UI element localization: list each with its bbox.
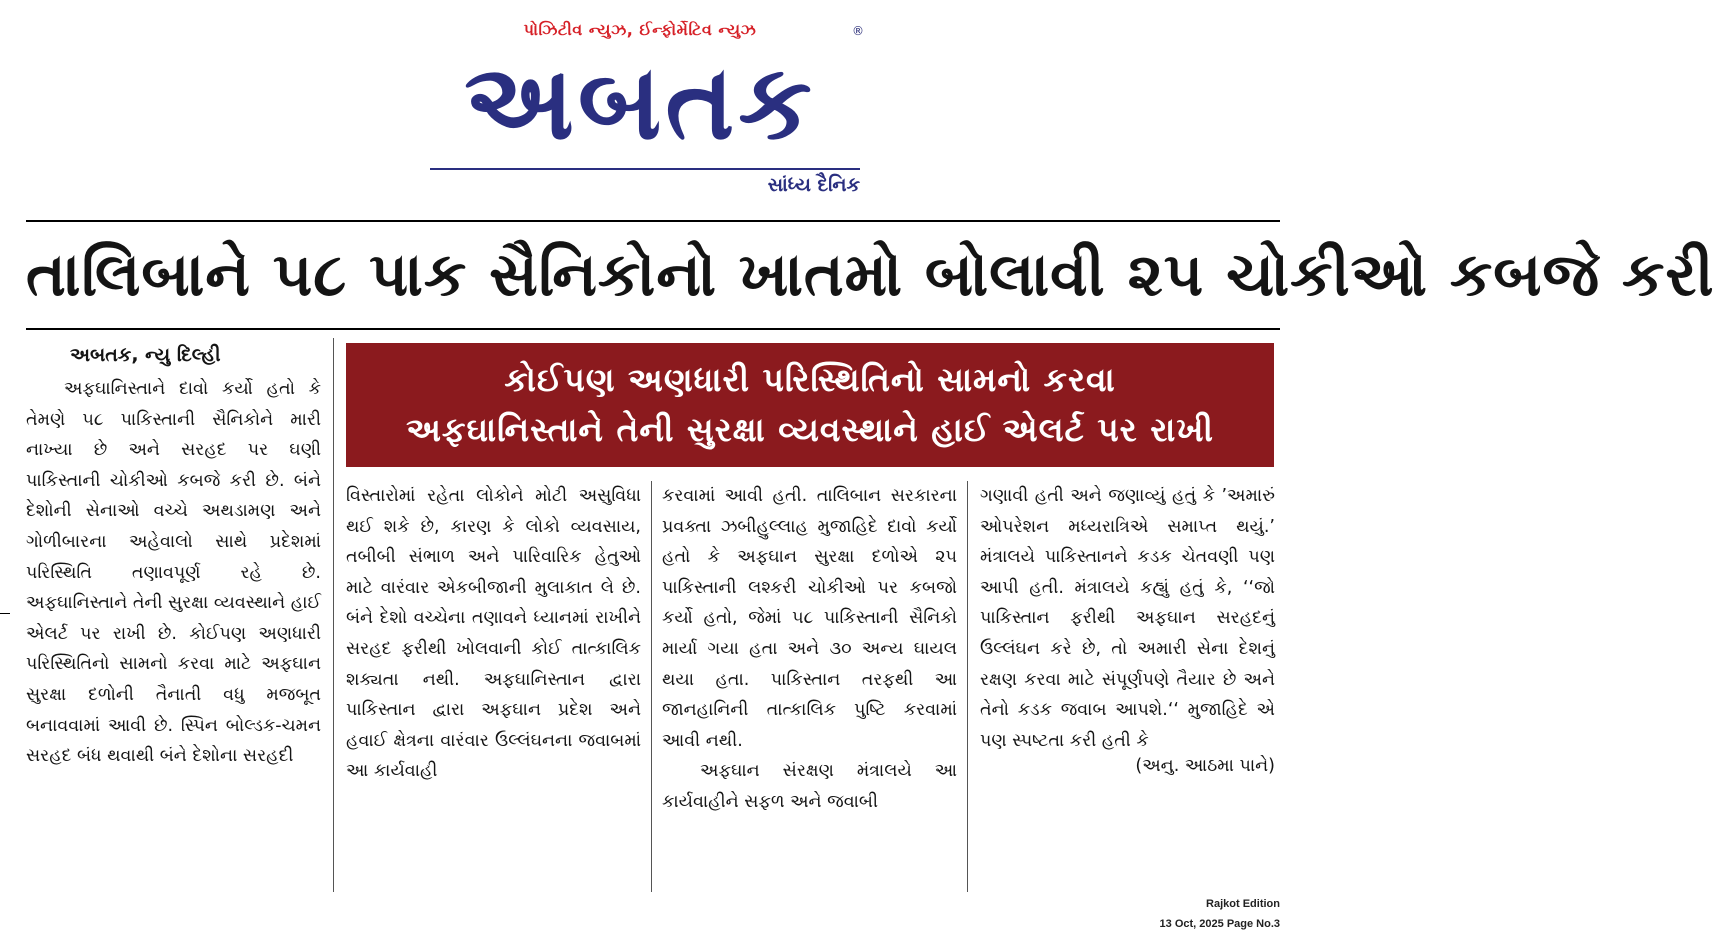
margin-tick — [0, 613, 10, 614]
article-column-2 — [346, 481, 641, 901]
column-2-text: વિસ્તારોમાં રહેતા લોકોને મોટી અસુવિધા થઈ શકે છે, કારણ કે લોકો વ્યવસાય, તબીબી સંભાળ અને પારિવારિક હેતુઓ માટે વારંવાર એકબીજાની મુલાકાત લે છે. બંને દેશો વચ્ચેના તણાવને ધ્યાનમાં રાખીને સરહદ ફરીથી ખોલવાની કોઈ તાત્કાલિક શક્યતા નથી. અફઘાનિસ્તાન દ્વારા પાકિસ્તાન દ્વારા અફઘાન પ્રદેશ અને હવાઈ ક્ષેત્રના વારંવાર ઉલ્લંઘનના જવાબમાં આ કાર્યવાહી — [346, 486, 641, 782]
top-rule — [26, 220, 1280, 222]
footer-edition: Rajkot Edition — [1206, 898, 1280, 910]
column-divider — [333, 338, 334, 892]
article-column-4 — [980, 481, 1275, 901]
continued-note: (અનુ. આઠમા પાને) — [1135, 756, 1275, 777]
column-divider — [967, 481, 968, 892]
newspaper-logo: અબતક — [464, 41, 816, 163]
headline-rule — [26, 328, 1280, 330]
edition-type: સાંધ્ય દૈનિક — [767, 174, 860, 196]
headline: તાલિબાને ૫૮ પાક સૈનિકોનો ખાતમો બોલાવી ૨૫ ચોકીઓ કબજે કરી — [26, 240, 1715, 310]
column-1-text — [26, 374, 321, 772]
column-3-body-b: અફઘાન સંરક્ષણ મંત્રાલયે આ કાર્યવાહીને સફળ અને જવાબી — [662, 761, 957, 812]
masthead — [0, 0, 1290, 205]
article-column-1 — [26, 338, 321, 898]
logo-rule — [430, 168, 860, 170]
column-divider — [651, 481, 652, 892]
subheadline-line-2: અફઘાનિસ્તાને તેની સુરક્ષા વ્યવસ્થાને હાઈ એલર્ટ પર રાખી — [406, 410, 1214, 449]
column-1-body: અફઘાનિસ્તાને દાવો કર્યો હતો કે તેમણે ૫૮ પાકિસ્તાની સૈનિકોને મારી નાખ્યા છે અને સરહદ પર ઘણી પાકિસ્તાની ચોકીઓ કબજે કરી છે. બંને દેશોની સેનાઓ વચ્ચે અથડામણ અને ગોળીબારના અહેવાલો સાથે પ્રદેશમાં પરિસ્થિતિ તણાવપૂર્ણ રહે છે. અફઘાનિસ્તાને તેની સુરક્ષા વ્યવસ્થાને હાઈ એલર્ટ પર રાખી છે. કોઈપણ અણધારી પરિસ્થિતિનો સામનો કરવા માટે અફઘાન સુરક્ષા દળોની તૈનાતી વધુ મજબૂત બનાવવામાં આવી છે. સ્પિન બોલ્ડક-ચમન સરહદ બંધ થવાથી બંને દેશોના સરહદી — [26, 379, 321, 767]
column-4-text: ગણાવી હતી અને જણાવ્યું હતું કે ’અમારું ઓપરેશન મધ્યરાત્રિએ સમાપ્ત થયું.’ મંત્રાલયે પાકિસ્તાનને કડક ચેતવણી પણ આપી હતી. મંત્રાલયે કહ્યું હતું કે, ‘‘જો પાકિસ્તાન ફરીથી અફઘાન સરહદનું ઉલ્લંઘન કરે છે, તો અમારી સેના દેશનું રક્ષણ કરવા માટે સંપૂર્ણપણે તૈયાર છે અને તેનો કડક જવાબ આપશે.‘‘ મુજાહિદે એ પણ સ્પષ્ટતા કરી હતી કે — [980, 486, 1275, 751]
subheadline-box — [346, 343, 1274, 467]
column-3-text-a: કરવામાં આવી હતી. તાલિબાન સરકારના પ્રવક્તા ઝબીહુલ્લાહ મુજાહિદે દાવો કર્યો હતો કે અફઘાન સુરક્ષા દળોએ ૨૫ પાકિસ્તાની લશ્કરી ચોકીઓ પર કબજો કર્યો હતો, જેમાં ૫૮ પાકિસ્તાની સૈનિકો માર્યા ગયા હતા અને ૩૦ અન્ય ઘાયલ થયા હતા. પાકિસ્તાન તરફથી આ જાનહાનિની તાત્કાલિક પુષ્ટિ કરવામાં આવી નથી. — [662, 486, 957, 751]
subheadline-line-1: કોઈપણ અણધારી પરિસ્થિતિનો સામનો કરવા — [504, 360, 1116, 399]
footer-date-page: 13 Oct, 2025 Page No.3 — [1159, 918, 1280, 930]
masthead-tagline: પોઝિટીવ ન્યુઝ, ઈન્ફોર્મેટિવ ન્યુઝ — [523, 20, 757, 39]
registered-mark: ® — [852, 24, 864, 38]
dateline: અબતક, ન્યુ દિલ્હી — [70, 344, 221, 366]
article-column-3 — [662, 481, 957, 901]
column-3-text-b — [662, 756, 957, 817]
